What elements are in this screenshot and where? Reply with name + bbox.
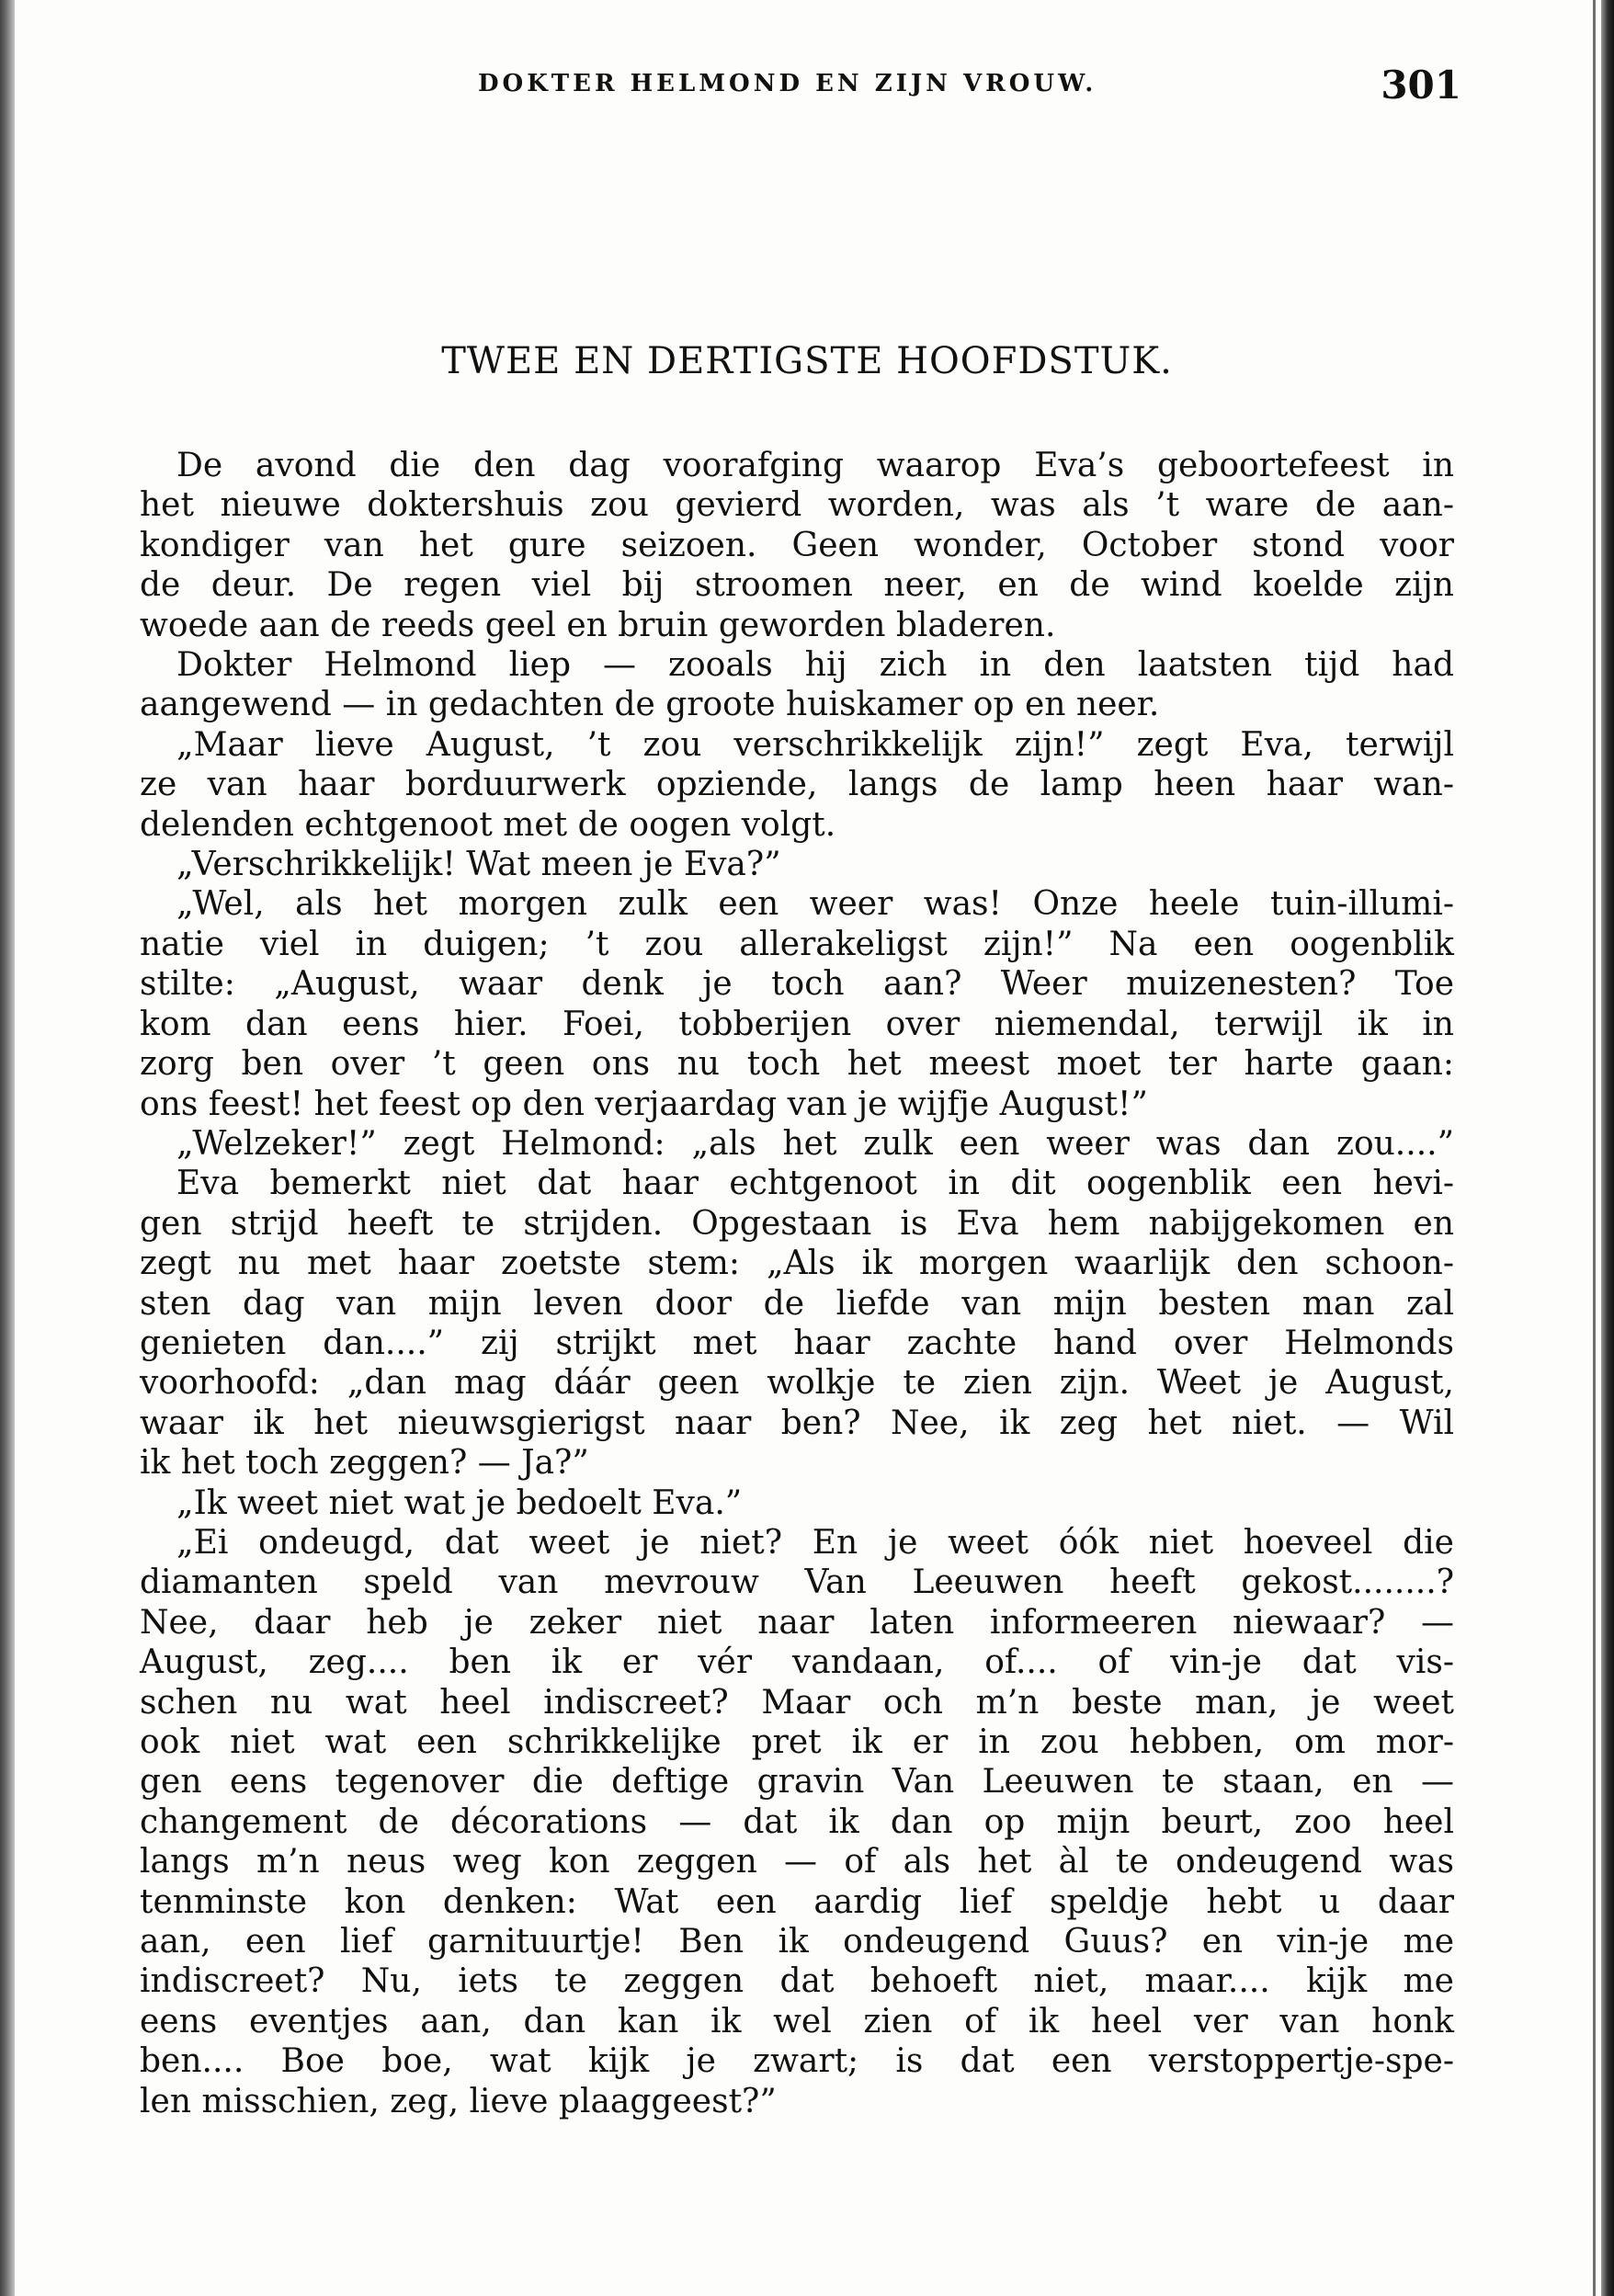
- text-line: ook niet wat een schrikkelijke pret ik er in zou hebben, om mor-: [140, 1723, 1454, 1761]
- text-line: voorhoofd: „dan mag dáár geen wolkje te zien zijn. Weet je August,: [140, 1364, 1454, 1403]
- text-line: tenminste kon denken: Wat een aardig lief speldje hebt u daar: [140, 1882, 1454, 1921]
- text-line: Nee, daar heb je zeker niet naar laten informeeren niewaar? —: [140, 1603, 1454, 1642]
- text-line: aangewend — in gedachten de groote huiskamer op en neer.: [140, 686, 1160, 724]
- text-line: kom dan eens hier. Foei, tobberijen over niemendal, terwijl ik in: [140, 1005, 1454, 1043]
- text-line: kondiger van het gure seizoen. Geen wonder, October stond voor: [140, 526, 1454, 564]
- text-line: stilte: „August, waar denk je toch aan? Weer muizenesten? Toe: [140, 965, 1454, 1004]
- text-line: zorg ben over ’t geen ons nu toch het meest moet ter harte gaan:: [140, 1045, 1454, 1084]
- text-line: aan, een lief garnituurtje! Ben ik ondeugend Guus? en vin-je me: [140, 1923, 1454, 1961]
- text-line: Eva bemerkt niet dat haar echtgenoot in dit oogenblik een hevi-: [176, 1165, 1454, 1203]
- text-line: Dokter Helmond liep — zooals hij zich in den laatsten tijd had: [176, 646, 1454, 685]
- text-line: genieten dan....” zij strijkt met haar zachte hand over Helmonds: [140, 1324, 1454, 1362]
- text-line: gen strijd heeft te strijden. Opgestaan is Eva hem nabijgekomen en: [140, 1204, 1454, 1243]
- page-number: 301: [1381, 63, 1461, 108]
- text-line: changement de décorations — dat ik dan op mijn beurt, zoo heel: [140, 1802, 1454, 1841]
- text-line: waar ik het nieuwsgierigst naar ben? Nee, ik zeg het niet. — Wil: [140, 1404, 1454, 1442]
- text-line: August, zeg.... ben ik er vér vandaan, of.... of vin-je dat vis-: [140, 1643, 1454, 1682]
- text-line: indiscreet? Nu, iets te zeggen dat behoeft niet, maar.... kijk me: [140, 1962, 1454, 2001]
- text-line: „Ik weet niet wat je bedoelt Eva.”: [176, 1483, 743, 1522]
- text-line: ze van haar borduurwerk opziende, langs de lamp heen haar wan-: [140, 766, 1454, 804]
- text-line: de deur. De regen viel bij stroomen neer, en de wind koelde zijn: [140, 566, 1454, 605]
- text-line: natie viel in duigen; ’t zou allerakeligst zijn!” Na een oogenblik: [140, 925, 1454, 963]
- text-line: zegt nu met haar zoetste stem: „Als ik morgen waarlijk den schoon-: [140, 1245, 1454, 1283]
- text-line: woede aan de reeds geel en bruin geworden bladeren.: [140, 606, 1056, 644]
- text-line: ons feest! het feest op den verjaardag van je wijfje August!”: [140, 1085, 1148, 1123]
- text-line: het nieuwe doktershuis zou gevierd worden, was als ’t ware de aan-: [140, 486, 1454, 525]
- text-line: „Wel, als het morgen zulk een weer was! Onze heele tuin-illumi-: [176, 885, 1454, 924]
- text-line: eens eventjes aan, dan kan ik wel zien of ik heel ver van honk: [140, 2002, 1454, 2040]
- text-line: „Ei ondeugd, dat weet je niet? En je weet óók niet hoeveel die: [176, 1523, 1454, 1562]
- text-line: ben.... Boe boe, wat kijk je zwart; is dat een verstoppertje-spe-: [140, 2042, 1454, 2081]
- text-line: sten dag van mijn leven door de liefde van mijn besten man zal: [140, 1284, 1454, 1323]
- chapter-body: [140, 446, 1454, 2121]
- text-line: „Maar lieve August, ’t zou verschrikkelijk zijn!” zegt Eva, terwijl: [176, 725, 1454, 764]
- text-line: schen nu wat heel indiscreet? Maar och m’n beste man, je weet: [140, 1683, 1454, 1722]
- text-line: „Verschrikkelijk! Wat meen je Eva?”: [176, 846, 781, 884]
- text-line: len misschien, zeg, lieve plaaggeest?”: [140, 2082, 777, 2120]
- text-line: delenden echtgenoot met de oogen volgt.: [140, 805, 836, 844]
- chapter-title: TWEE EN DERTIGSTE HOOFDSTUK.: [441, 340, 1173, 382]
- text-line: „Welzeker!” zegt Helmond: „als het zulk een weer was dan zou....”: [176, 1124, 1454, 1163]
- text-line: ik het toch zeggen? — Ja?”: [140, 1444, 589, 1483]
- text-line: langs m’n neus weg kon zeggen — of als het àl te ondeugend was: [140, 1843, 1454, 1881]
- text-line: diamanten speld van mevrouw Van Leeuwen heeft gekost........?: [140, 1563, 1454, 1602]
- text-line: gen eens tegenover die deftige gravin Van Leeuwen te staan, en —: [140, 1763, 1454, 1802]
- running-head-title: DOKTER HELMOND EN ZIJN VROUW.: [478, 70, 1097, 97]
- running-head: [138, 63, 1461, 118]
- text-line: De avond die den dag voorafging waarop Eva’s geboortefeest in: [176, 447, 1454, 484]
